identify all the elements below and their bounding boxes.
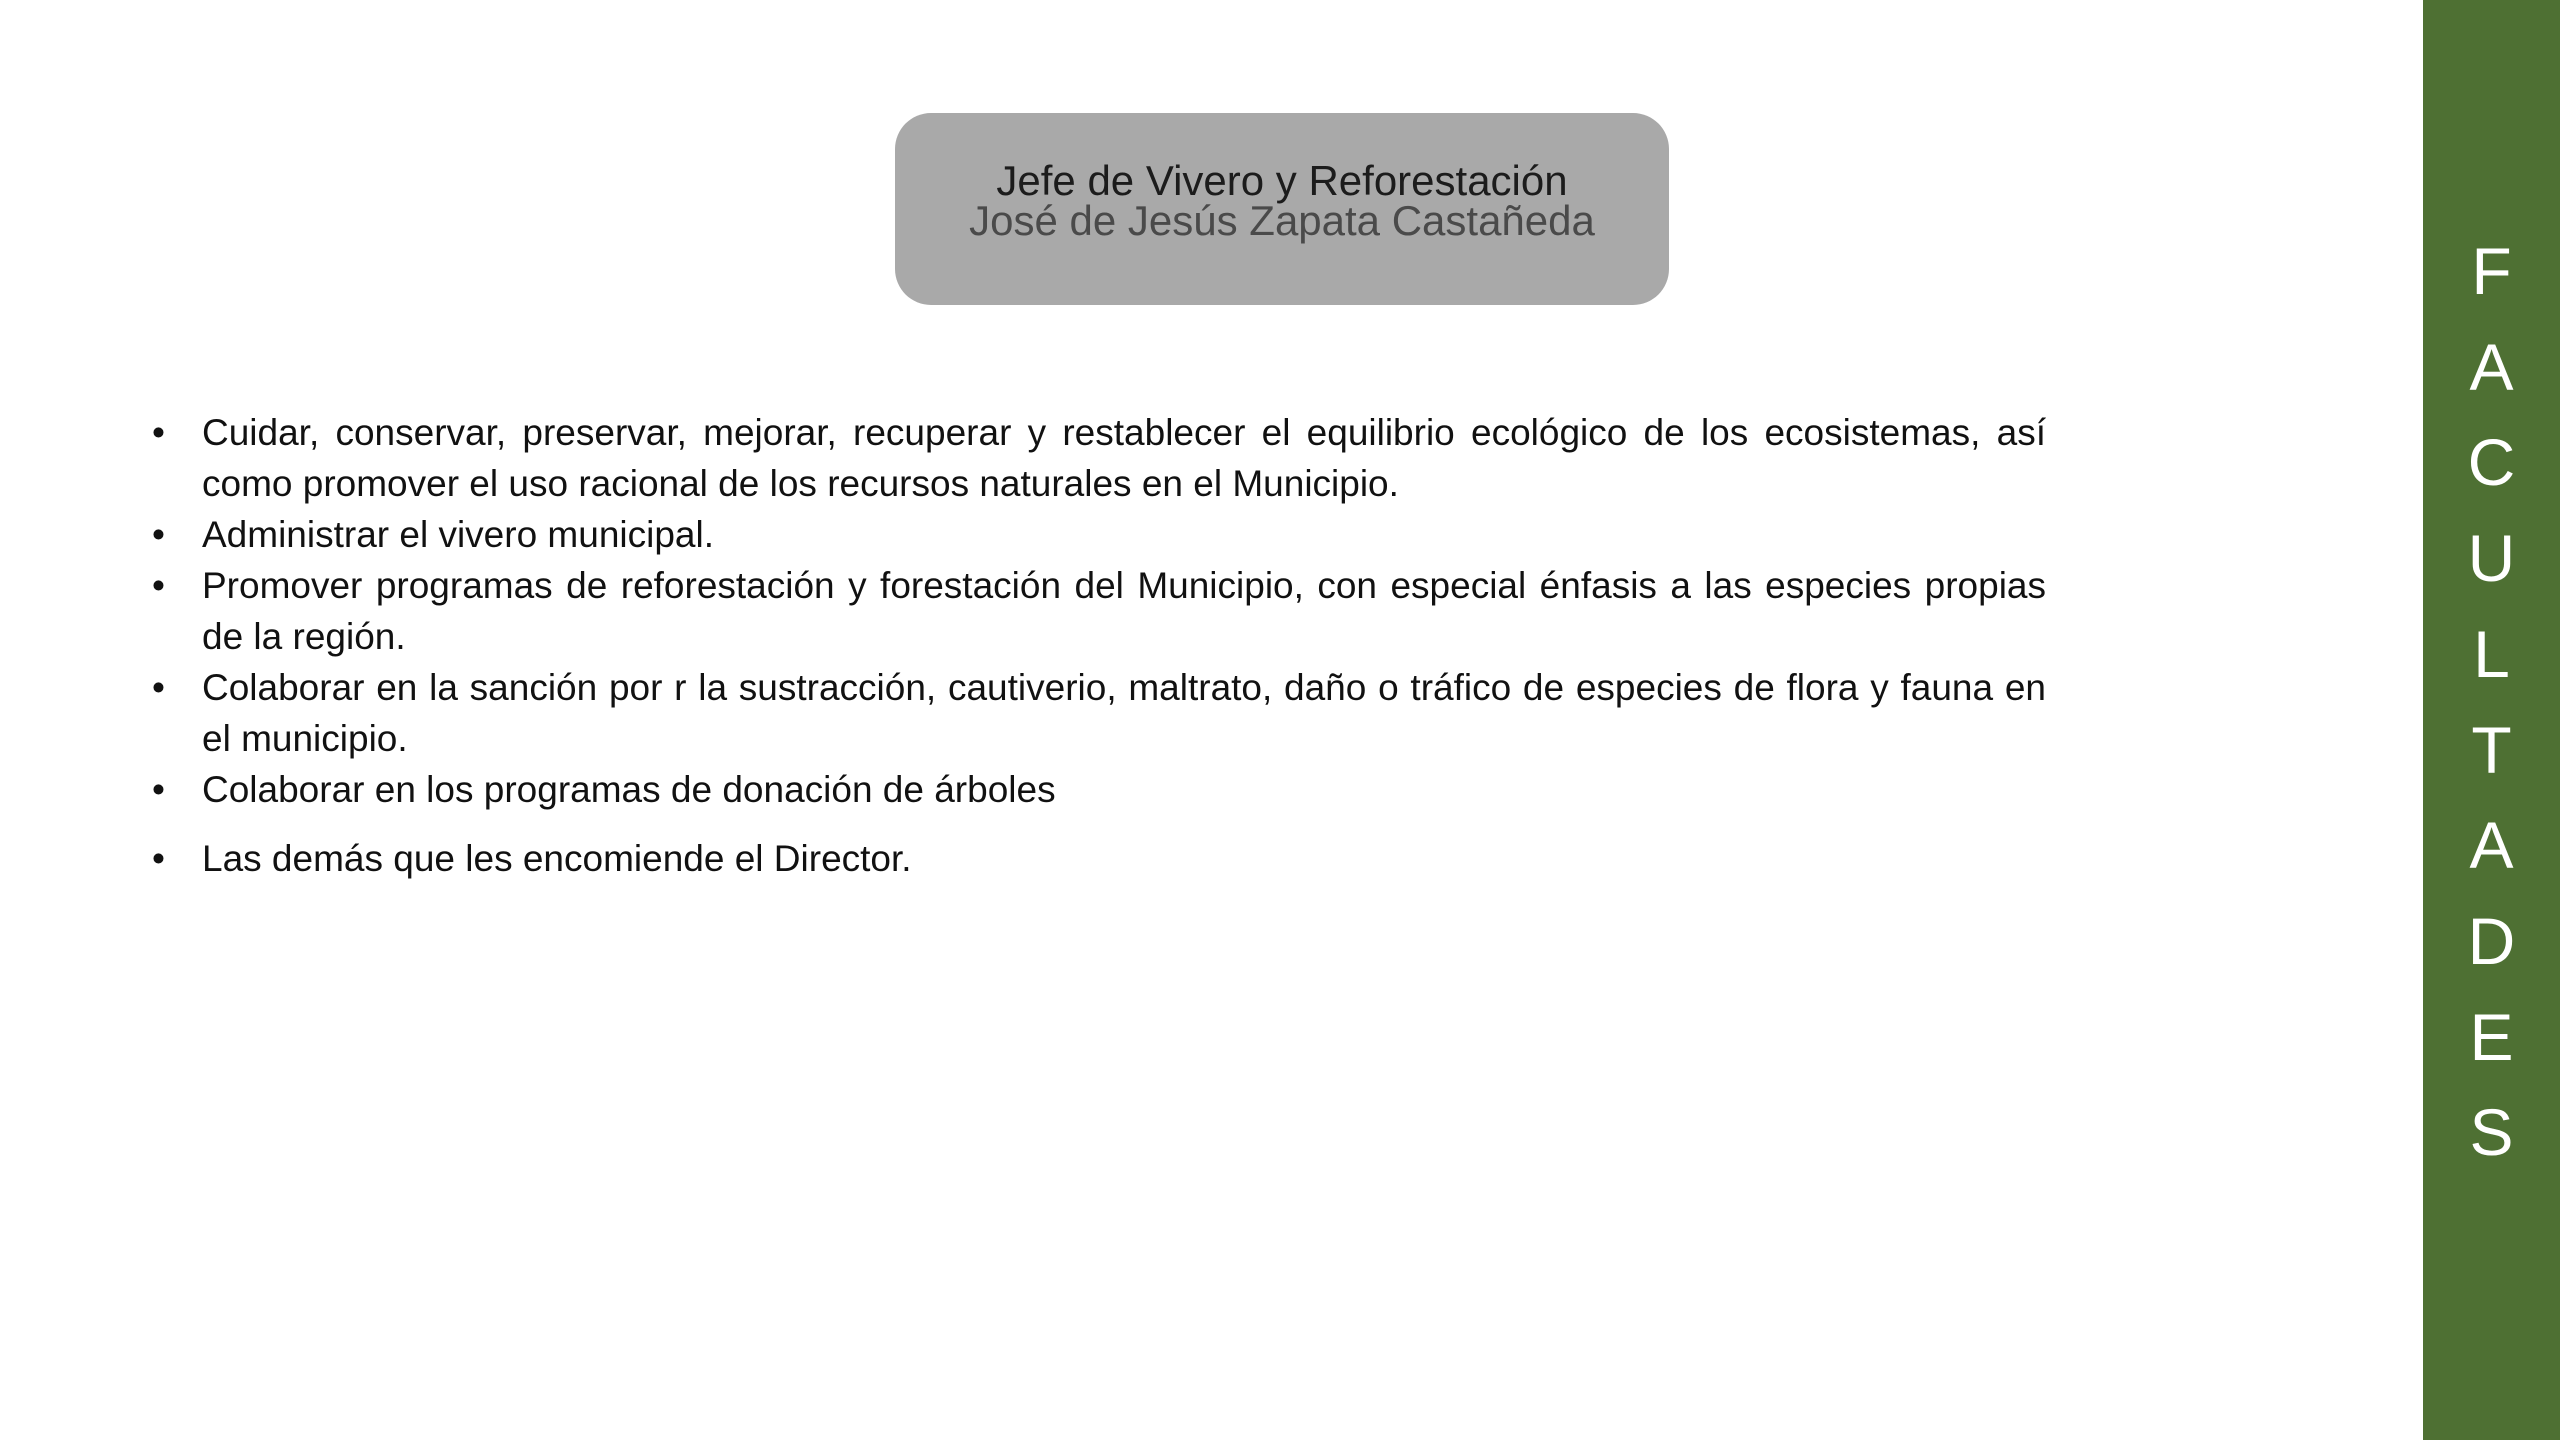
list-item: • Promover programas de reforestación y forestación del Municipio, con especial énfasis a las especies propias de la región. (152, 560, 2046, 662)
sidebar-letter: D (2467, 903, 2516, 978)
sidebar-letter: A (2469, 329, 2514, 404)
title-role: Jefe de Vivero y Reforestación (996, 157, 1568, 204)
sidebar (2423, 0, 2560, 1440)
list-item: • Colaborar en los programas de donación de árboles (152, 764, 2046, 815)
list-item: • Colaborar en la sanción por r la sustracción, cautiverio, maltrato, daño o tráfico de especies de flora y fauna en el municipio. (152, 662, 2046, 764)
sidebar-letter: F (2471, 234, 2512, 308)
sidebar-letter: S (2469, 1095, 2514, 1170)
list-item: • Las demás que les encomiende el Director. (152, 833, 2046, 884)
sidebar-letter: C (2467, 425, 2516, 500)
sidebar-letter: E (2469, 999, 2514, 1074)
sidebar-letter: A (2469, 808, 2514, 883)
sidebar-letter: U (2467, 521, 2516, 596)
list-item: • Administrar el vivero municipal. (152, 509, 2046, 560)
faculties-list (152, 407, 2046, 884)
list-item: • Cuidar, conservar, preservar, mejorar, recuperar y restablecer el equilibrio ecológico de los ecosistemas, así como promover el uso racional de los recursos naturales en el Municipio. (152, 407, 2046, 509)
sidebar-letter: L (2473, 616, 2510, 691)
sidebar-vertical-title (2423, 224, 2560, 1181)
title-name: José de Jesús Zapata Castañeda (969, 197, 1595, 244)
sidebar-letter: T (2471, 712, 2512, 787)
title-box (895, 113, 1669, 305)
